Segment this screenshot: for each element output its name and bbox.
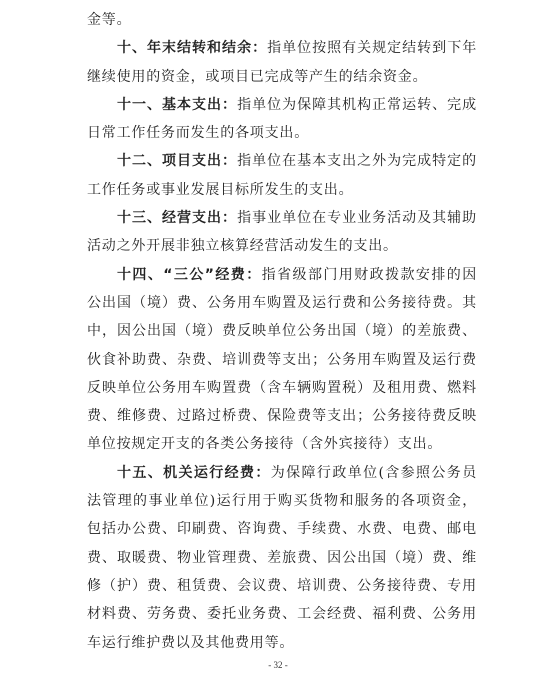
item-term: 十、年末结转和结余： [117,40,268,57]
item-agency-operating-expenses [87,459,477,657]
item-three-public-expenses [87,261,477,459]
page-number: - 32 - [268,660,288,670]
item-basic-expenditure [87,91,477,148]
item-term: 十三、经营支出： [117,210,238,227]
item-body: 指单位按照有关规定结转到下年继续使用的资金，或项目已完成等产生的结余资金。 [87,40,478,85]
item-term: 十一、基本支出： [117,96,238,113]
item-body: 指单位在基本支出之外为完成特定的工作任务或事业发展目标所发生的支出。 [87,153,477,198]
item-body: 指事业单位在专业业务活动及其辅助活动之外开展非独立核算经营活动发生的支出。 [87,210,477,255]
item-year-end-carryover [87,34,477,91]
item-term: 十二、项目支出： [117,153,238,170]
item-term: 十四、“三公”经费： [117,266,262,283]
continuation-text: 金等。 [87,12,132,28]
item-body: 指单位为保障其机构正常运转、完成日常工作任务而发生的各项支出。 [87,96,477,142]
item-body: 指省级部门用财政拨款安排的因公出国（境）费、公务用车购置及运行费和公务接待费。其中，因公出国（境）费反映单位公务出国（境）的差旅费、伙食补助费、杂费、培训费等支出；公务用车购置及运行费反映单位公务用车购置费（含车辆购置税）及租用费、燃料费、维修费、过路过桥费、保险费等支出；公务接待费反映单位按规定开支的各类公务接待（含外宾接待）支出。 [87,266,478,453]
item-operating-expenditure [87,204,477,261]
item-term: 十五、机关运行经费： [117,464,271,481]
item-body: 为保障行政单位(含参照公务员法管理的事业单位)运行用于购买货物和服务的各项资金，包括办公费、印刷费、咨询费、手续费、水费、电费、邮电费、取暖费、物业管理费、差旅费、因公出国（境）费、维修（护）费、租赁费、会议费、培训费、公务接待费、专用材料费、劳务费、委托业务费、工会经费、福利费、公务用车运行维护费以及其他费用等。 [87,464,477,651]
document-body [87,6,477,657]
item-project-expenditure [87,147,477,204]
